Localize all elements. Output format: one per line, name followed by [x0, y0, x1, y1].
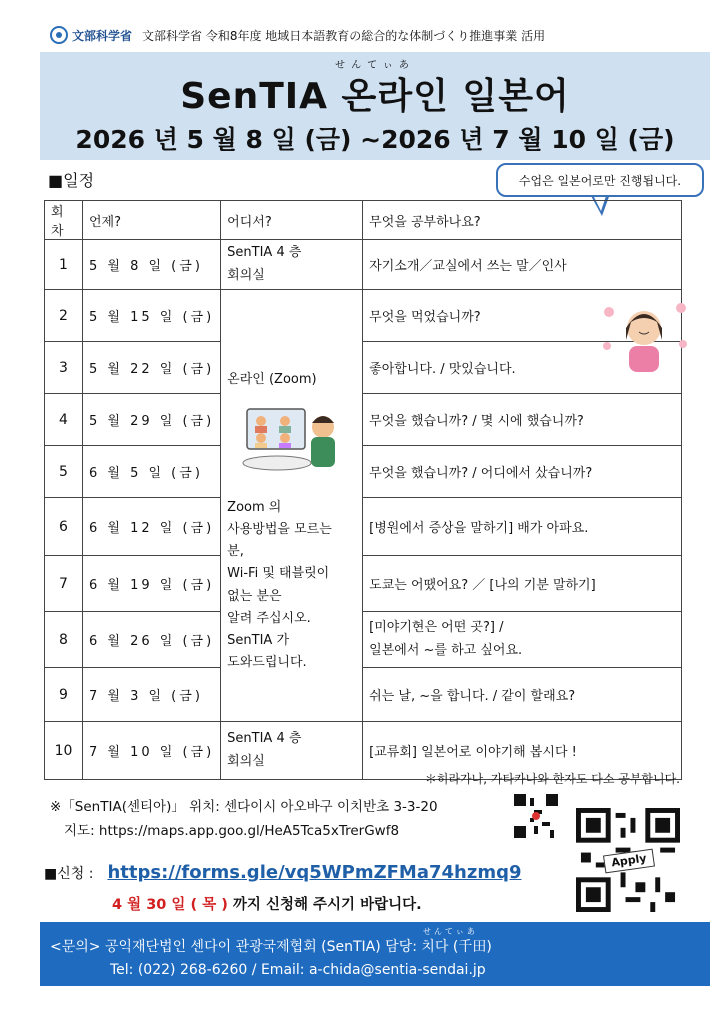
- row-number: 3: [45, 342, 83, 394]
- course-dates: 2026 년 5 월 8 일 (금) ~2026 년 7 월 10 일 (금): [75, 125, 675, 154]
- footer-ruby: せんてぃあ: [423, 927, 478, 936]
- location-block: [50, 795, 438, 844]
- table-row: [45, 668, 682, 722]
- apply-row: [44, 862, 522, 883]
- map-qr-code[interactable]: [514, 794, 558, 838]
- table-row: [45, 394, 682, 446]
- table-row: [45, 446, 682, 498]
- ministry-logo-icon: [50, 26, 68, 44]
- schedule-table: [44, 200, 682, 780]
- row-number: 1: [45, 240, 83, 290]
- location-address: ※「SenTIA(센티아)」 위치: 센다이시 아오바구 이치반초 3-3-20: [50, 799, 438, 815]
- row-date: 6 월 12 일 (금): [83, 498, 221, 556]
- page-title: SenTIA 온라인 일본어: [180, 76, 570, 117]
- location-map-link[interactable]: 지도: https://maps.app.goo.gl/HeA5Tca5xTrerGwf8: [64, 823, 400, 840]
- row-date: 5 월 8 일 (금): [83, 240, 221, 290]
- contact-line: <문의> 공익재단법인 센다이 관광국제협회 (SenTIA) 담당: 치다 (千田): [50, 939, 492, 955]
- row-place: SenTIA 4 층 회의실: [221, 722, 363, 780]
- row-date: 5 월 29 일 (금): [83, 394, 221, 446]
- title-ruby: せんてぃあ: [335, 60, 415, 71]
- row-number: 5: [45, 446, 83, 498]
- speech-bubble: 수업은 일본어로만 진행됩니다.: [496, 163, 704, 197]
- row-number: 4: [45, 394, 83, 446]
- row-number: 2: [45, 290, 83, 342]
- row-topic: [병원에서 증상을 말하기] 배가 아파요.: [363, 498, 682, 556]
- table-row: [45, 290, 682, 342]
- row-place: SenTIA 4 층 회의실: [221, 240, 363, 290]
- apply-form-link[interactable]: https://forms.gle/vq5WPmZFMa74hzmq9: [107, 862, 522, 883]
- row-date: 6 월 19 일 (금): [83, 556, 221, 612]
- col-header-where: 어디서?: [221, 201, 363, 240]
- deadline-date: 4 월 30 일 ( 목 ): [112, 897, 228, 913]
- row-number: 8: [45, 612, 83, 668]
- online-place-label: 온라인 (Zoom): [227, 372, 317, 388]
- row-date: 5 월 22 일 (금): [83, 342, 221, 394]
- table-row: [45, 612, 682, 668]
- contact-tel-email[interactable]: Tel: (022) 268-6260 / Email: a-chida@sentia-sendai.jp: [110, 962, 486, 978]
- top-bar: [50, 22, 545, 48]
- zoom-meeting-illustration: [241, 405, 341, 475]
- table-row: [45, 342, 682, 394]
- row-topic: 무엇을 했습니까? / 몇 시에 했습니까?: [363, 394, 682, 446]
- row-number: 7: [45, 556, 83, 612]
- row-date: 7 월 3 일 (금): [83, 668, 221, 722]
- schedule-label: ■일정: [48, 171, 95, 190]
- kana-note: ＊히라가나, 가타카나와 한자도 다소 공부합니다.: [424, 772, 680, 786]
- row-topic: [미야기현은 어떤 곳?] / 일본에서 ~를 하고 싶어요.: [363, 612, 682, 668]
- ministry-name: 文部科学省: [72, 28, 133, 43]
- row-number: 10: [45, 722, 83, 780]
- deadline-text: 4 월 30 일 ( 목 ) 까지 신청해 주시기 바랍니다.: [112, 897, 422, 913]
- table-row: [45, 498, 682, 556]
- table-header-row: [45, 201, 682, 240]
- row-number: 6: [45, 498, 83, 556]
- row-topic: 도쿄는 어땠어요? ／ [나의 기분 말하기]: [363, 556, 682, 612]
- row-date: 5 월 15 일 (금): [83, 290, 221, 342]
- col-header-number: 회차: [45, 201, 83, 240]
- col-header-when: 언제?: [83, 201, 221, 240]
- row-date: 6 월 26 일 (금): [83, 612, 221, 668]
- row-topic: 무엇을 했습니까? / 어디에서 샀습니까?: [363, 446, 682, 498]
- row-topic: [교류회] 일본어로 이야기해 봅시다 !: [363, 722, 682, 780]
- row-date: 7 월 10 일 (금): [83, 722, 221, 780]
- table-row: [45, 556, 682, 612]
- project-line: 文部科学省 令和8年度 地域日本語教育の総合的な体制づくり推進事業 活用: [142, 28, 546, 43]
- row-date: 6 월 5 일 (금): [83, 446, 221, 498]
- table-row: [45, 240, 682, 290]
- row-topic: 무엇을 먹었습니까?: [363, 290, 682, 342]
- col-header-topic: 무엇을 공부하나요?: [363, 201, 682, 240]
- row-number: 9: [45, 668, 83, 722]
- apply-label: ■신청 :: [44, 866, 94, 882]
- smiling-girl-illustration: [599, 298, 689, 376]
- qr-apply-badge: Apply: [603, 849, 655, 874]
- contact-footer: [40, 922, 710, 986]
- title-banner: [40, 52, 710, 160]
- row-topic: 자기소개／교실에서 쓰는 말／인사: [363, 240, 682, 290]
- online-place-cell: 온라인 (Zoom) Zoom 의 사용방법을 모르는 분, Wi-Fi 및 태블릿이 없는 분은 알려 주십시오. SenTIA 가 도와드립니다.: [221, 290, 363, 722]
- row-topic: 쉬는 날, ~을 합니다. / 같이 할래요?: [363, 668, 682, 722]
- row-topic: 좋아합니다. / 맛있습니다.: [363, 342, 682, 394]
